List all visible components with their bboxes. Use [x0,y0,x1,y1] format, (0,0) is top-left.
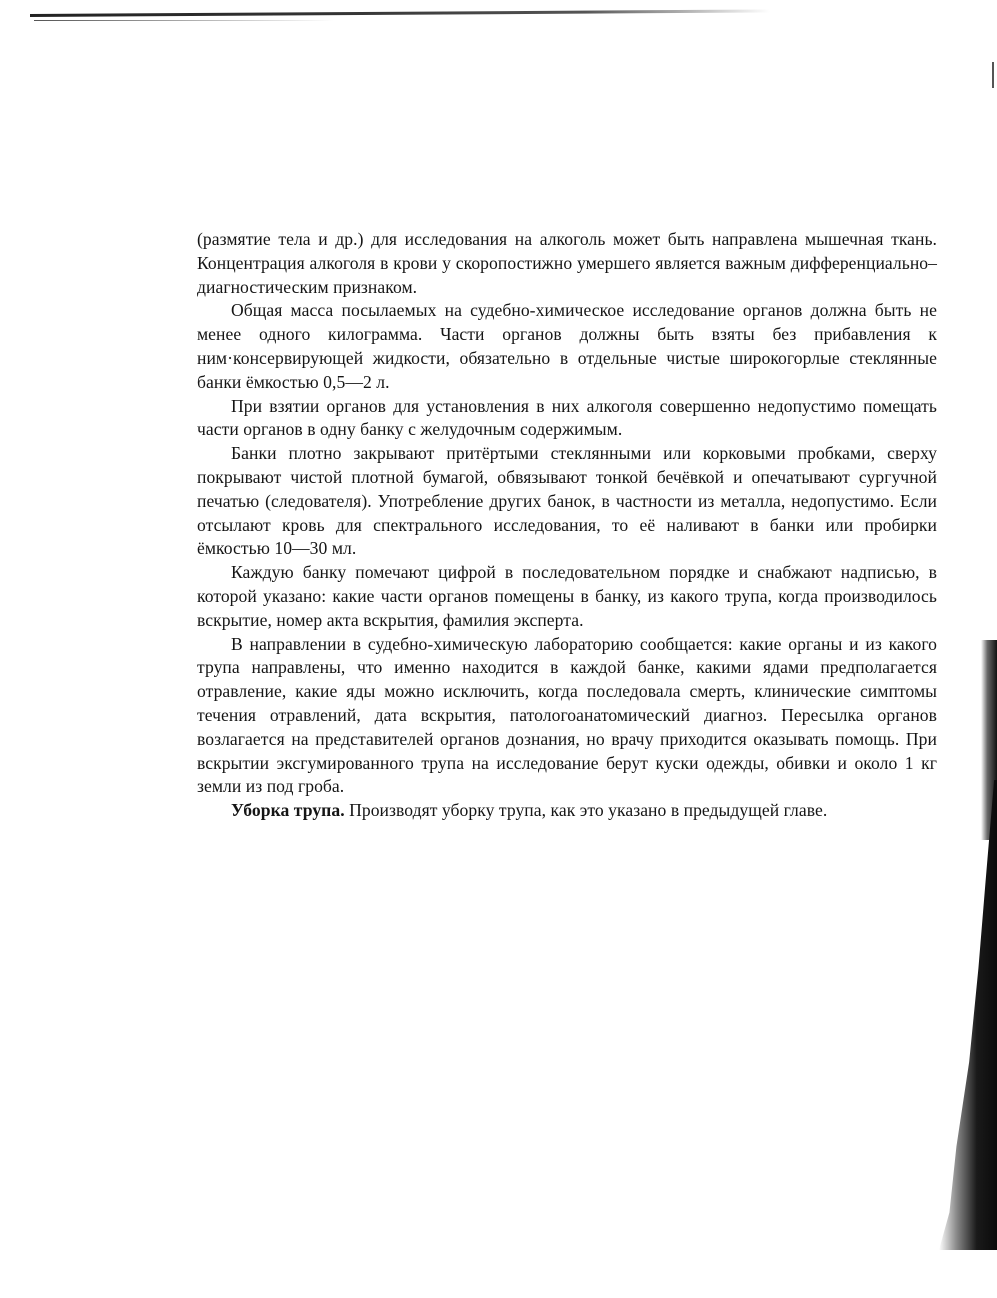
paragraph-text: Общая масса посылаемых на судебно-химическое исследование органов должна быть не менее одного килограмма. Части органов должны быть взяты без прибавления к ним·консервирующей жидкости, обязательно в отдельные чистые широкогорлые стеклянные банки ёмкостью 0,5—2 л. [197,300,937,392]
paragraph-text: Каждую банку помечают цифрой в последовательном порядке и снабжают надписью, в которой указано: какие части органов помещены в банку, из какого трупа, когда производилось вскрытие, номер акта вскрытия, фамилия эксперта. [197,562,937,630]
paragraph-lab-referral [197,633,937,800]
paragraph-organ-mass [197,299,937,394]
paragraph-text: (размятие тела и др.) для исследования на алкоголь может быть направлена мышечная ткань. Концентрация алкоголя в крови у скоропостижно умершего является важным дифференциально–диагностическим признаком. [197,229,937,297]
paragraph-alcohol-tissue [197,228,937,299]
paragraph-text: При взятии органов для установления в них алкоголя совершенно недопустимо помещать части органов в одну банку с желудочным содержимым. [197,395,937,440]
paragraph-text: В направлении в судебно-химическую лабораторию сообщается: какие органы и из какого трупа направлены, что именно находится в каждой банке, какими ядами предполагается отравление, какие яды можно исключить, когда последовала смерть, клинические симптомы течения отравлений, дата вскрытия, патологоанатомический диагноз. Пересылка органов возлагается на представителей органов дознания, но врачу приходится оказывать помощь. При вскрытии эксгумированного трупа на исследование берут куски одежды, обивки и около 1 кг земли из под гроба. [197,633,937,797]
scan-edge-top-line [30,9,770,17]
scan-edge-top-line-faint [34,20,334,21]
paragraph-separate-jars [197,395,937,443]
paragraph-sealing-jars [197,442,937,561]
paragraph-labeling [197,561,937,632]
scan-edge-right-tick [992,62,994,88]
paragraph-heading: Уборка трупа. [231,800,345,821]
paragraph-text: Производят уборку трупа, как это указано в предыдущей главе. [344,800,828,821]
paragraph-text: Банки плотно закрывают притёртыми стеклянными или корковыми пробками, сверху покрывают чистой плотной бумагой, обвязывают тонкой бечёвкой и опечатывают сургучной печатью (следователя). Употребление других банок, в частности из металла, недопустимо. Если отсылают кровь для спектрального исследования, то её наливают в банки или пробирки ёмкостью 10—30 мл. [197,443,937,559]
scan-shadow-right [939,780,997,1250]
document-body [197,228,937,823]
paragraph-body-cleanup [197,799,937,823]
